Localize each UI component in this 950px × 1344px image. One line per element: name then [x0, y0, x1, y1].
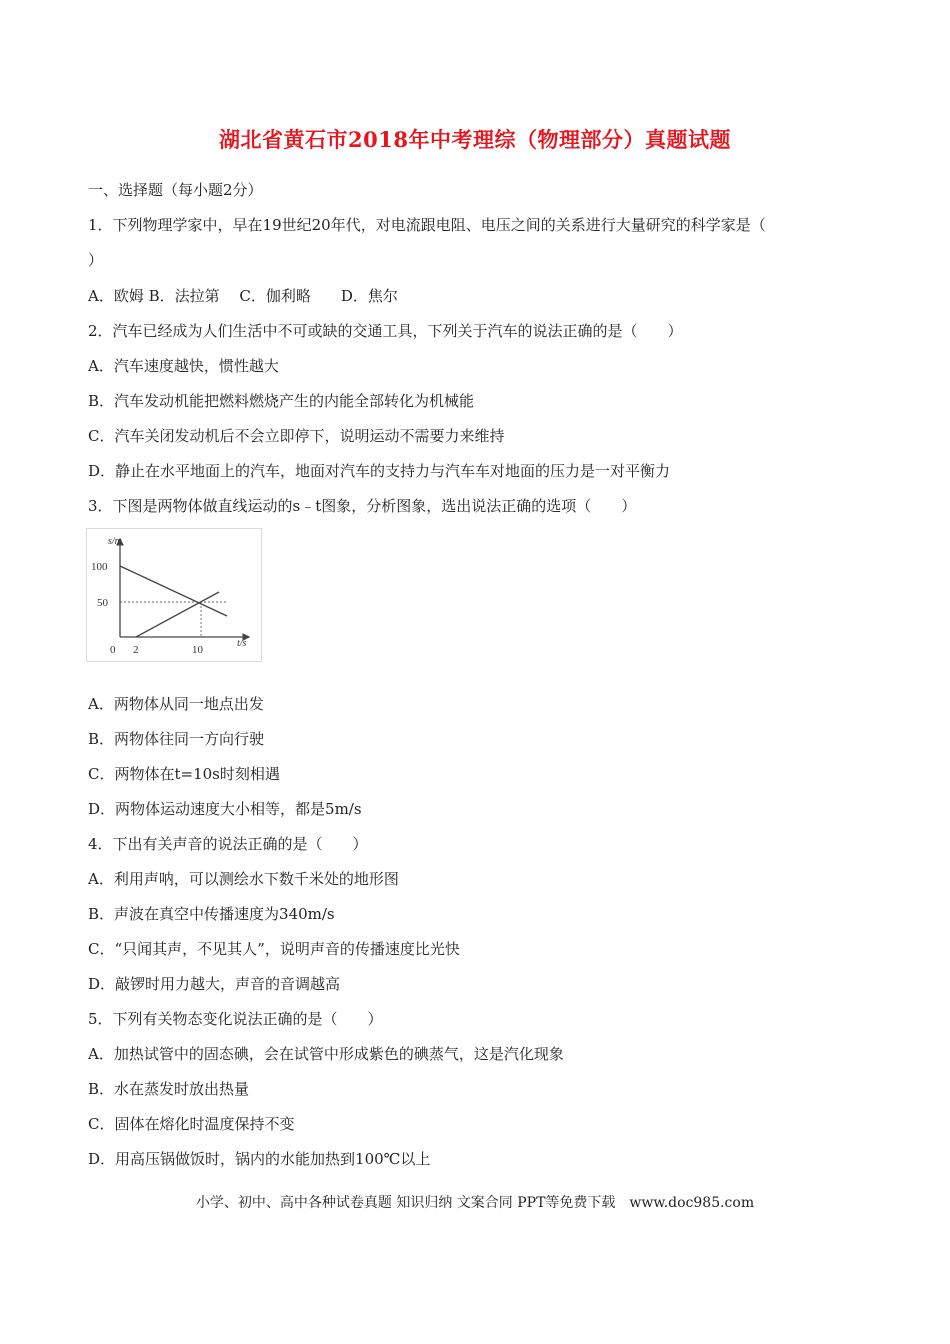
q5-option-a: A．加热试管中的固态碘，会在试管中形成紫色的碘蒸气，这是汽化现象: [88, 1045, 564, 1063]
y-tick-100: 100: [91, 561, 108, 573]
q3-option-c: C．两物体在t=10s时刻相遇: [88, 765, 280, 783]
q2-option-c: C．汽车关闭发动机后不会立即停下，说明运动不需要力来维持: [88, 427, 505, 445]
q3-option-b: B．两物体往同一方向行驶: [88, 730, 265, 748]
q1-stem-cont: ）: [88, 251, 104, 269]
q2-option-b: B．汽车发动机能把燃料燃烧产生的内能全部转化为机械能: [88, 392, 475, 410]
y-axis-label: s/m: [108, 536, 122, 547]
q5-option-c: C．固体在熔化时温度保持不变: [88, 1115, 295, 1133]
y-tick-50: 50: [97, 597, 108, 609]
q2-stem: 2．汽车已经成为人们生活中不可或缺的交通工具，下列关于汽车的说法正确的是（ ）: [88, 322, 683, 340]
q5-stem: 5．下列有关物态变化说法正确的是（ ）: [88, 1010, 383, 1028]
q5-option-d: D．用高压锅做饭时，锅内的水能加热到100℃以上: [88, 1150, 431, 1168]
q1-options: A．欧姆 B．法拉第 C．伽利略 D．焦尔: [88, 287, 398, 305]
page-title: 湖北省黄石市2018年中考理综（物理部分）真题试题: [219, 127, 731, 152]
q3-option-a: A．两物体从同一地点出发: [88, 695, 264, 713]
section-heading: 一、选择题（每小题2分）: [88, 181, 263, 199]
st-graph-figure: [86, 528, 262, 662]
page-footer: 小学、初中、高中各种试卷真题 知识归纳 文案合同 PPT等免费下载 www.doc985.com: [195, 1195, 755, 1211]
q4-option-c: C．“只闻其声，不见其人”，说明声音的传播速度比光快: [88, 940, 460, 958]
q4-option-b: B．声波在真空中传播速度为340m/s: [88, 905, 335, 923]
q1-stem: 1．下列物理学家中，早在19世纪20年代，对电流跟电阻、电压之间的关系进行大量研究的科学家是（: [88, 216, 766, 234]
q3-option-d: D．两物体运动速度大小相等，都是5m/s: [88, 800, 362, 818]
object-1-line: [120, 566, 227, 616]
object-2-line: [136, 592, 219, 637]
q2-option-a: A．汽车速度越快，惯性越大: [88, 357, 279, 375]
q5-option-b: B．水在蒸发时放出热量: [88, 1080, 250, 1098]
x-axis-label: t/s: [237, 638, 247, 649]
q4-option-d: D．敲锣时用力越大，声音的音调越高: [88, 975, 341, 993]
q3-stem: 3．下图是两物体做直线运动的s﹣t图象，分析图象，选出说法正确的选项（ ）: [88, 497, 637, 515]
x-tick-10: 10: [192, 644, 203, 656]
x-tick-2: 2: [133, 644, 139, 656]
q2-option-d: D．静止在水平地面上的汽车，地面对汽车的支持力与汽车车对地面的压力是一对平衡力: [88, 462, 671, 480]
q4-stem: 4．下出有关声音的说法正确的是（ ）: [88, 835, 368, 853]
origin-label: 0: [110, 644, 116, 656]
q4-option-a: A．利用声呐，可以测绘水下数千米处的地形图: [88, 870, 399, 888]
